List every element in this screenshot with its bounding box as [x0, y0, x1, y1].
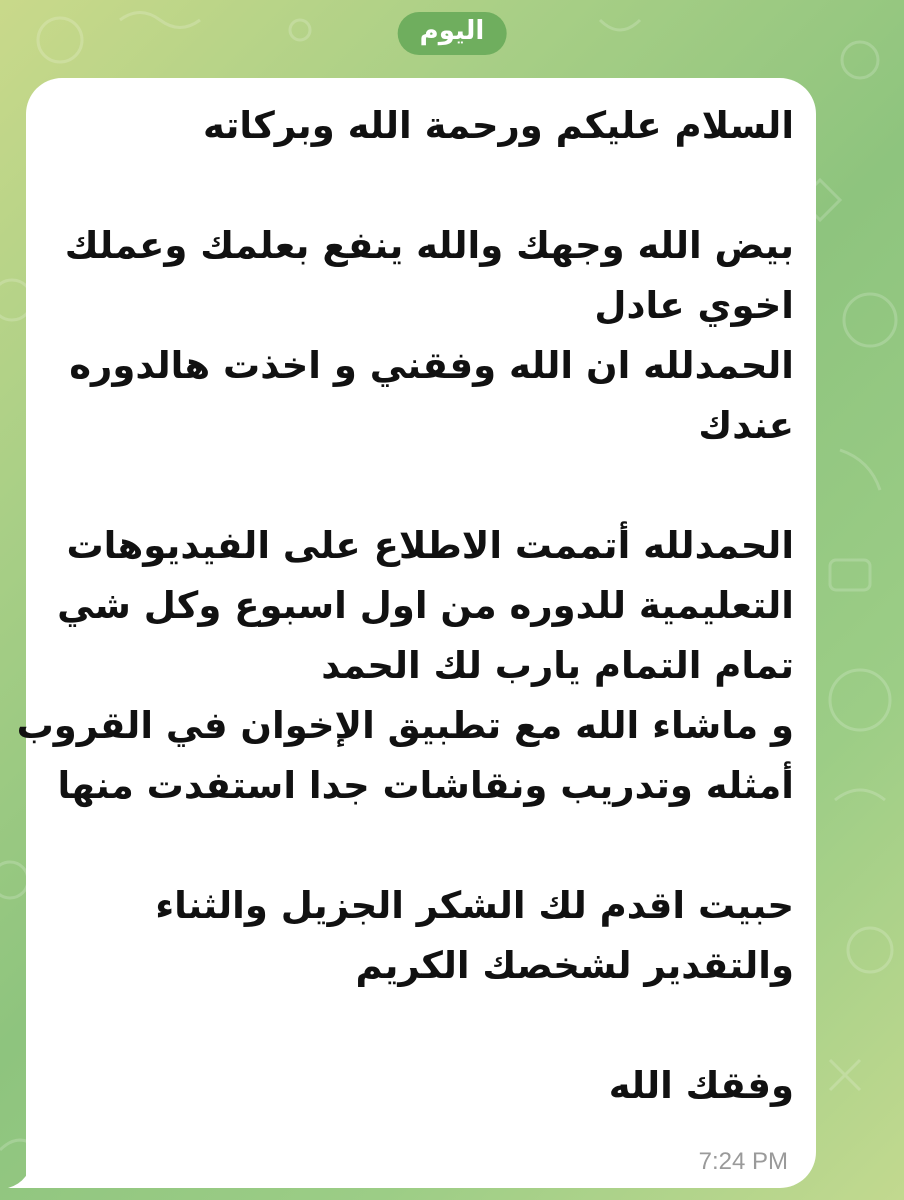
message-line: و ماشاء الله مع تطبيق الإخوان في القروب [16, 704, 794, 747]
message-line: بيض الله وجهك والله ينفع بعلمك وعملك [64, 224, 794, 267]
message-line: الحمدلله ان الله وفقني و اخذت هالدوره [69, 344, 794, 387]
message-line: وفقك الله [608, 1064, 794, 1107]
message-bubble[interactable] [16, 78, 816, 1188]
message-line: أمثله وتدريب ونقاشات جدا استفدت منها [57, 764, 794, 807]
message-line: عندك [698, 404, 794, 447]
message-line: الحمدلله أتممت الاطلاع على الفيديوهات [66, 524, 794, 567]
message-line: اخوي عادل [594, 284, 794, 327]
date-separator-badge: اليوم [398, 12, 507, 55]
message-line-blank [54, 156, 794, 216]
message-line-blank [54, 456, 794, 516]
message-text [16, 96, 794, 1116]
message-line: حبيت اقدم لك الشكر الجزيل والثناء [155, 884, 794, 927]
message-line: تمام التمام يارب لك الحمد [321, 644, 794, 687]
message-line-blank [54, 816, 794, 876]
message-line: التعليمية للدوره من اول اسبوع وكل شي [57, 584, 794, 627]
bubble-tail-icon [8, 1154, 48, 1188]
message-line: السلام عليكم ورحمة الله وبركاته [203, 104, 794, 147]
message-line: والتقدير لشخصك الكريم [355, 944, 794, 987]
message-timestamp: 7:24 PM [698, 1148, 788, 1175]
message-line-blank [54, 996, 794, 1056]
